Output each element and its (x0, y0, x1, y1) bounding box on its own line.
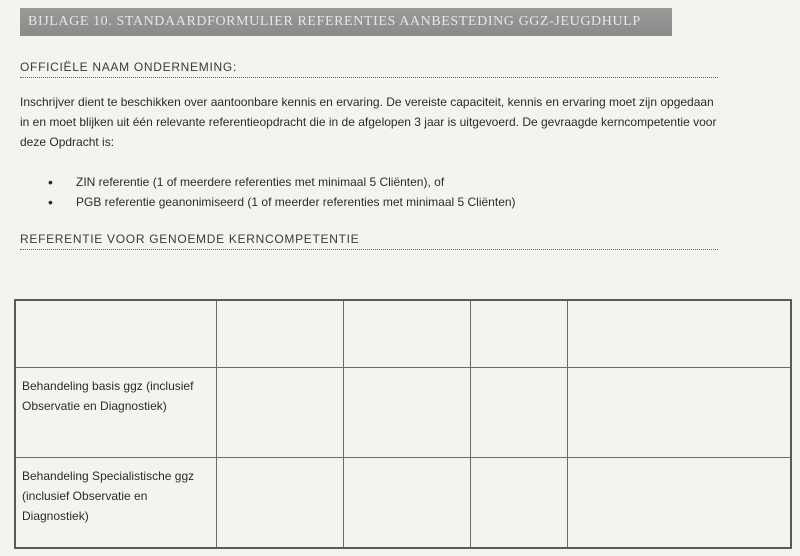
table-header-row (15, 300, 791, 368)
input-cell[interactable] (470, 458, 567, 549)
row-label: Behandeling Specialistische ggz (inclusief Observatie en Diagnostiek) (15, 458, 216, 549)
header-cell (470, 300, 567, 368)
input-cell[interactable] (470, 368, 567, 458)
competence-list (48, 172, 688, 212)
header-cell (567, 300, 791, 368)
input-cell[interactable] (567, 368, 791, 458)
intro-paragraph: Inschrijver dient te beschikken over aantoonbare kennis en ervaring. De vereiste capaciteit, kennis en ervaring moet zijn opgedaan in en moet blijken uit één relevante referentieopdracht die in de afgelopen 3 jaar is uitgevoerd. De gevraagde kerncompetentie voor deze Opdracht is: (20, 95, 717, 149)
document-title-banner: BIJLAGE 10. STANDAARDFORMULIER REFERENTIES AANBESTEDING GGZ-JEUGDHULP (20, 8, 672, 36)
input-cell[interactable] (216, 458, 343, 549)
input-cell[interactable] (343, 458, 470, 549)
row-label: Behandeling basis ggz (inclusief Observatie en Diagnostiek) (15, 368, 216, 458)
header-cell (216, 300, 343, 368)
input-cell[interactable] (343, 368, 470, 458)
header-cell (343, 300, 470, 368)
table-row (15, 368, 791, 458)
input-cell[interactable] (216, 368, 343, 458)
list-item: • ZIN referentie (1 of meerdere referenties met minimaal 5 Cliënten), of (48, 172, 688, 192)
reference-heading: REFERENTIE VOOR GENOEMDE KERNCOMPETENTIE (20, 232, 718, 250)
header-cell (15, 300, 216, 368)
input-cell[interactable] (567, 458, 791, 549)
table-row (15, 458, 791, 549)
list-item: • PGB referentie geanonimiseerd (1 of meerder referenties met minimaal 5 Cliënten) (48, 192, 688, 212)
company-name-heading: OFFICIËLE NAAM ONDERNEMING: (20, 60, 718, 78)
reference-table (14, 299, 792, 549)
